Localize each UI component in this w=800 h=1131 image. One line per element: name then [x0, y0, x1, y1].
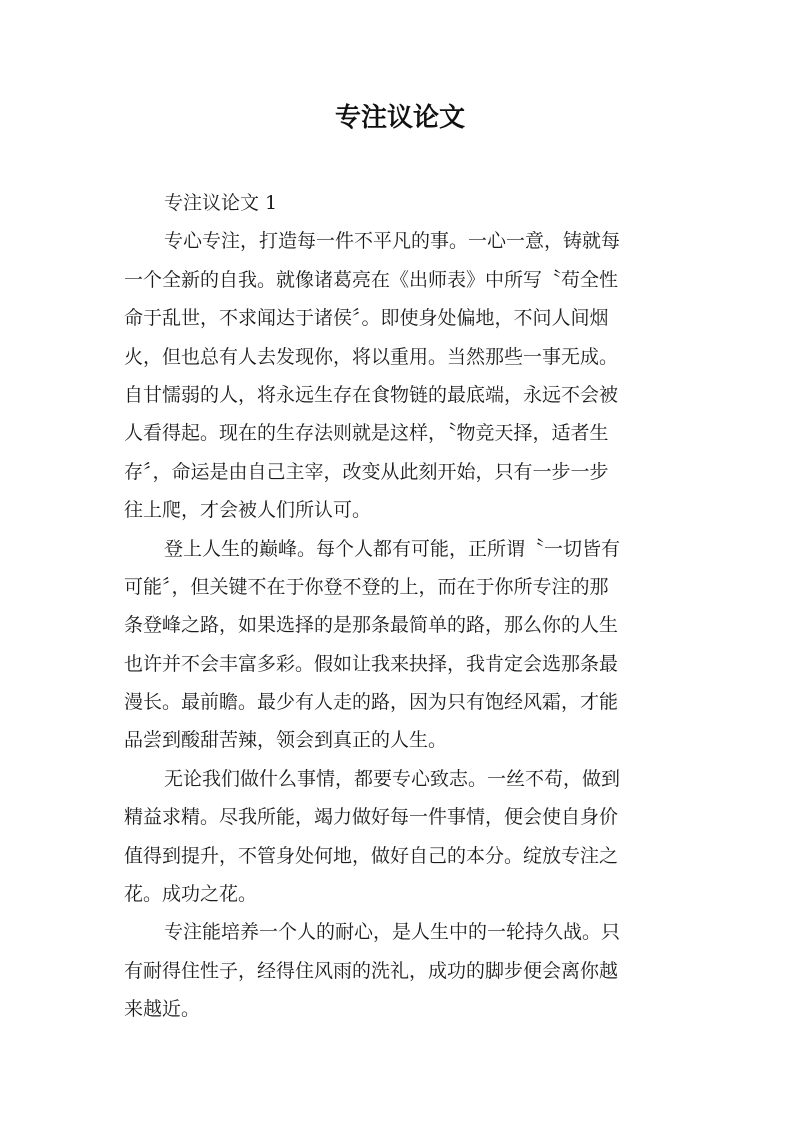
paragraph-line: 专注能培养一个人的耐心，是人生中的一轮持久战。只 — [164, 921, 621, 944]
document-body — [124, 184, 680, 1029]
paragraph-line: 精益求精。尽我所能，竭力做好每一件事情，便会使自身价 — [124, 806, 619, 829]
paragraph-line: 命于乱世，不求闻达于诸侯〞。即使身处偏地，不问人间烟 — [124, 307, 609, 330]
paragraph-4 — [124, 913, 680, 1028]
paragraph-line: 往上爬，才会被人们所认可。 — [124, 499, 372, 522]
paragraph-line: 人看得起。现在的生存法则就是这样，〝物竞天择，适者生 — [124, 422, 609, 445]
paragraph-line: 存〞，命运是由自己主宰，改变从此刻开始，只有一步一步 — [124, 460, 609, 483]
paragraph-line: 自甘懦弱的人，将永远生存在食物链的最底端，永远不会被 — [124, 383, 619, 406]
paragraph-line: 无论我们做什么事情，都要专心致志。一丝不苟，做到 — [164, 767, 621, 790]
paragraph-line: 一个全新的自我。就像诸葛亮在《出师表》中所写〝苟全性 — [124, 268, 619, 291]
paragraph-2 — [124, 530, 680, 760]
paragraph-line: 品尝到酸甜苦辣，领会到真正的人生。 — [124, 729, 448, 752]
paragraph-1 — [124, 222, 680, 529]
paragraph-line: 条登峰之路，如果选择的是那条最简单的路，那么你的人生 — [124, 614, 619, 637]
paragraph-line: 也许并不会丰富多彩。假如让我来抉择，我肯定会选那条最 — [124, 652, 619, 675]
paragraph-line: 有耐得住性子，经得住风雨的洗礼，成功的脚步便会离你越 — [124, 959, 619, 982]
paragraph-line: 火，但也总有人去发现你，将以重用。当然那些一事无成。 — [124, 345, 619, 368]
paragraph-3 — [124, 760, 680, 914]
paragraph-line: 来越近。 — [124, 998, 201, 1021]
paragraph-line: 专心专注，打造每一件不平凡的事。一心一意，铸就每 — [164, 230, 621, 253]
paragraph-line: 登上人生的巅峰。每个人都有可能，正所谓〝一切皆有 — [164, 537, 621, 560]
paragraph-line: 值得到提升，不管身处何地，做好自己的本分。绽放专注之 — [124, 844, 619, 867]
heading-line: 专注议论文 1 — [164, 192, 278, 214]
paragraph-line: 可能〞，但关键不在于你登不登的上，而在于你所专注的那 — [124, 575, 609, 598]
document-title: 专注议论文 — [334, 103, 465, 133]
paragraph-line: 漫长。最前瞻。最少有人走的路，因为只有饱经风霜，才能 — [124, 691, 619, 714]
section-heading — [124, 184, 680, 222]
paragraph-line: 花。成功之花。 — [124, 883, 258, 906]
